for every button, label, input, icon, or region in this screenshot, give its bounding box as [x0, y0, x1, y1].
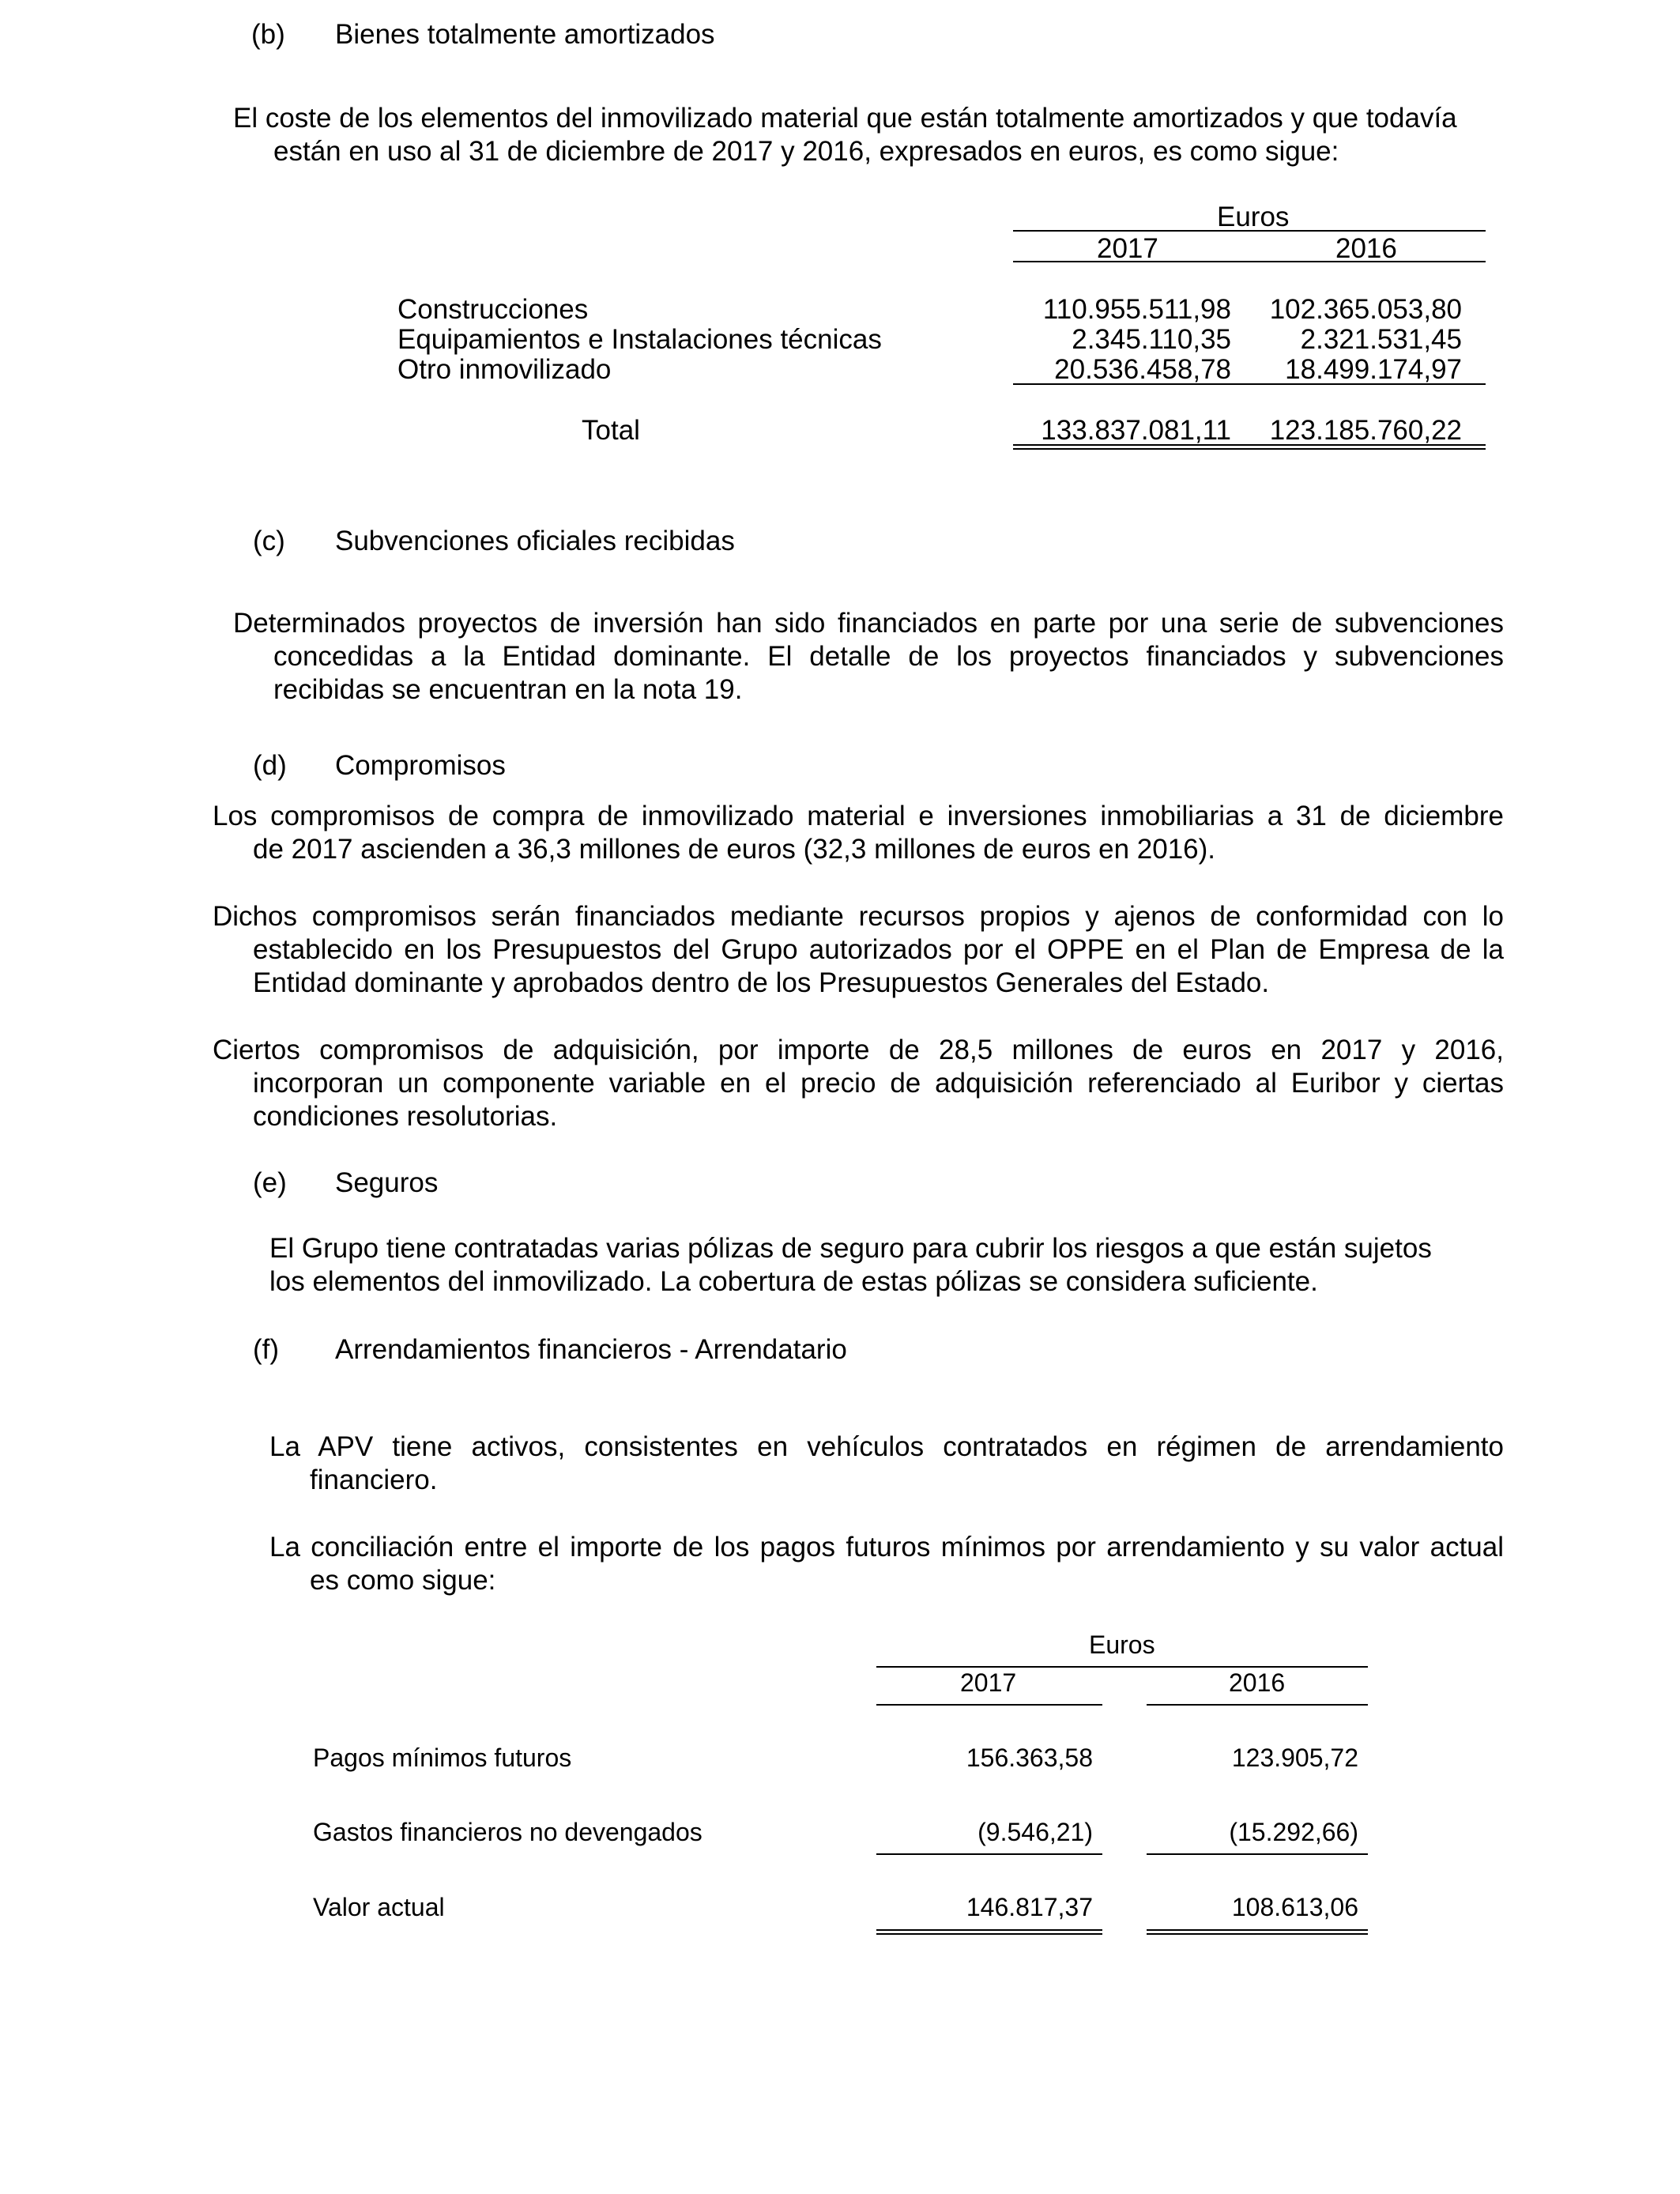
- table-row-label: Pagos mínimos futuros: [313, 1744, 572, 1772]
- table-row-label: Equipamientos e Instalaciones técnicas: [397, 324, 882, 355]
- section-e-paragraph-line: los elementos del inmovilizado. La cobertura de estas pólizas se considera suficiente.: [269, 1266, 1318, 1297]
- section-f-paragraph-2: [269, 1531, 1504, 1597]
- table-total-cell: 133.837.081,11: [1041, 415, 1231, 446]
- table-total-double-rule: [876, 1929, 1102, 1935]
- table-total-label: Valor actual: [313, 1893, 445, 1921]
- table-header-euros: Euros: [1217, 202, 1290, 232]
- table-total-cell: 146.817,37: [966, 1893, 1093, 1921]
- paragraph-line: condiciones resolutorias.: [253, 1101, 558, 1132]
- section-e-paragraph-line: El Grupo tiene contratadas varias pólizas de seguro para cubrir los riesgos a que están sujetos: [269, 1233, 1432, 1264]
- table-header-rule: [1013, 230, 1486, 232]
- section-d-paragraph-3: [213, 1034, 1504, 1133]
- table-cell: (9.546,21): [977, 1818, 1093, 1846]
- table-total-double-rule: [1147, 1929, 1368, 1935]
- paragraph-line: Entidad dominante y aprobados dentro de los Presupuestos Generales del Estado.: [253, 967, 1270, 998]
- table-cell: 2.345.110,35: [1072, 324, 1231, 355]
- table-cell: 2.321.531,45: [1300, 324, 1462, 355]
- section-d-letter: (d): [253, 750, 287, 781]
- section-e-letter: (e): [253, 1167, 287, 1198]
- section-c-letter: (c): [253, 526, 285, 556]
- paragraph-line: Dichos compromisos serán financiados mediante recursos propios y ajenos de conformidad con lo: [213, 901, 1504, 932]
- paragraph-line: concedidas a la Entidad dominante. El detalle de los proyectos financiados y subvenciones: [273, 641, 1504, 672]
- paragraph-line: establecido en los Presupuestos del Grupo autorizados por el OPPE en el Plan de Empresa de la: [253, 934, 1504, 965]
- table-subtotal-rule: [1013, 383, 1486, 385]
- paragraph-line: es como sigue:: [310, 1565, 496, 1596]
- section-d-title: Compromisos: [335, 750, 506, 781]
- section-f-letter: (f): [253, 1334, 280, 1365]
- table-total-label: Total: [582, 415, 640, 446]
- paragraph-line: financiero.: [310, 1465, 438, 1495]
- table-col-2016: 2016: [1335, 233, 1397, 264]
- table-row-label: Construcciones: [397, 294, 589, 325]
- section-c-title: Subvenciones oficiales recibidas: [335, 526, 735, 556]
- table-cell: (15.292,66): [1229, 1818, 1358, 1846]
- table-header-euros: Euros: [1089, 1630, 1155, 1659]
- table-subtotal-rule: [876, 1853, 1102, 1855]
- paragraph-line: La conciliación entre el importe de los pagos futuros mínimos por arrendamiento y su valor actual: [269, 1532, 1504, 1563]
- table-header-rule: [876, 1666, 1368, 1668]
- table-cell: 110.955.511,98: [1042, 294, 1231, 325]
- table-col-2016: 2016: [1229, 1668, 1286, 1697]
- paragraph-line: Ciertos compromisos de adquisición, por importe de 28,5 millones de euros en 2017 y 2016,: [213, 1035, 1504, 1065]
- table-total-double-rule: [1013, 444, 1486, 450]
- section-b-title: Bienes totalmente amortizados: [335, 19, 715, 50]
- section-b-letter: (b): [251, 19, 285, 50]
- section-b-paragraph-line: están en uso al 31 de diciembre de 2017 y 2016, expresados en euros, es como sigue:: [273, 136, 1339, 167]
- table-cell: 123.905,72: [1231, 1744, 1358, 1772]
- table-total-cell: 123.185.760,22: [1269, 415, 1462, 446]
- paragraph-line: Determinados proyectos de inversión han sido financiados en parte por una serie de subvenciones: [233, 608, 1504, 639]
- table-subtotal-rule: [1147, 1853, 1368, 1855]
- table-cell: 156.363,58: [966, 1744, 1093, 1772]
- paragraph-line: Los compromisos de compra de inmovilizado material e inversiones inmobiliarias a 31 de diciembre: [213, 801, 1504, 831]
- section-d-paragraph-2: [213, 900, 1504, 1000]
- paragraph-line: La APV tiene activos, consistentes en vehículos contratados en régimen de arrendamiento: [269, 1431, 1504, 1462]
- table-col-2017: 2017: [1097, 233, 1158, 264]
- paragraph-line: de 2017 ascienden a 36,3 millones de euros (32,3 millones de euros en 2016).: [253, 834, 1216, 865]
- table-col-rule: [1013, 261, 1486, 262]
- section-d-paragraph-1: [213, 800, 1504, 866]
- table-cell: 20.536.458,78: [1054, 354, 1231, 385]
- table-cell: 18.499.174,97: [1285, 354, 1462, 385]
- section-f-paragraph-1: [269, 1431, 1504, 1497]
- paragraph-line: incorporan un componente variable en el precio de adquisición referenciado al Euribor y ciertas: [253, 1068, 1504, 1099]
- section-f-title: Arrendamientos financieros - Arrendatario: [335, 1334, 847, 1365]
- table-col-rule: [876, 1704, 1102, 1706]
- table-col-rule: [1147, 1704, 1368, 1706]
- table-total-cell: 108.613,06: [1231, 1893, 1358, 1921]
- section-c-paragraph: [233, 607, 1504, 707]
- section-e-title: Seguros: [335, 1167, 439, 1198]
- table-col-2017: 2017: [960, 1668, 1017, 1697]
- table-row-label: Gastos financieros no devengados: [313, 1818, 703, 1846]
- table-cell: 102.365.053,80: [1269, 294, 1462, 325]
- paragraph-line: recibidas se encuentran en la nota 19.: [273, 674, 743, 705]
- section-b-paragraph-line: El coste de los elementos del inmovilizado material que están totalmente amortizados y que todavía: [233, 103, 1457, 134]
- table-row-label: Otro inmovilizado: [397, 354, 612, 385]
